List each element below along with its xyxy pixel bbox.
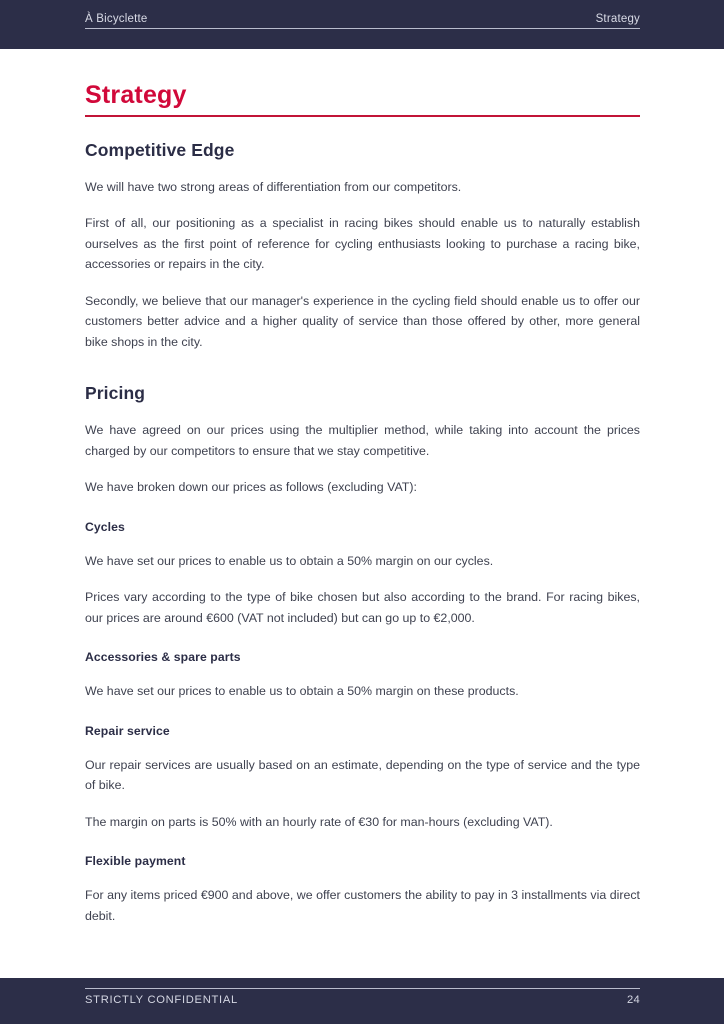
section-heading-pricing: Pricing	[85, 383, 146, 404]
document-content	[85, 49, 640, 926]
page-title: Strategy	[85, 81, 187, 109]
paragraph: We have agreed on our prices using the multiplier method, while taking into account the prices charged by our competitors to ensure that we stay competitive.	[85, 423, 640, 458]
sub-heading-accessories-spare-parts: Accessories & spare parts	[85, 650, 241, 665]
header-content	[85, 12, 640, 29]
paragraph: Secondly, we believe that our manager's experience in the cycling field should enable us to offer our customers better advice and a higher quality of service than those offered by other, more general bike shops in the city.	[85, 293, 640, 349]
paragraph: For any items priced €900 and above, we offer customers the ability to pay in 3 installments via direct debit.	[85, 888, 640, 923]
paragraph: The margin on parts is 50% with an hourly rate of €30 for man-hours (excluding VAT).	[85, 814, 553, 829]
paragraph: First of all, our positioning as a specialist in racing bikes should enable us to naturally establish ourselves as the first point of reference for cycling enthusiasts looking to purchase a racing bike, accessories or repairs in the city.	[85, 216, 640, 272]
sub-heading-flexible-payment: Flexible payment	[85, 854, 186, 869]
title-underline-rule	[85, 115, 640, 117]
footer-confidentiality-label: STRICTLY CONFIDENTIAL	[85, 994, 238, 1006]
sub-heading-cycles: Cycles	[85, 519, 125, 534]
header-company-name: À Bicyclette	[85, 13, 148, 25]
sub-heading-repair-service: Repair service	[85, 723, 170, 738]
paragraph: Our repair services are usually based on an estimate, depending on the type of service and the type of bike.	[85, 757, 640, 793]
paragraph: We have set our prices to enable us to obtain a 50% margin on our cycles.	[85, 553, 494, 568]
paragraph: Prices vary according to the type of bike chosen but also according to the brand. For racing bikes, our prices are around €600 (VAT not included) but can go up to €2,000.	[85, 590, 640, 625]
paragraph: We have broken down our prices as follows (excluding VAT):	[85, 480, 417, 495]
section-heading-competitive-edge: Competitive Edge	[85, 139, 235, 160]
footer-page-number: 24	[626, 994, 640, 1006]
header-chapter-name: Strategy	[595, 13, 640, 25]
page-footer	[0, 978, 724, 1024]
paragraph: We will have two strong areas of differentiation from our competitors.	[85, 179, 462, 194]
footer-content	[85, 988, 640, 1007]
paragraph: We have set our prices to enable us to obtain a 50% margin on these products.	[85, 684, 519, 699]
page-header	[0, 0, 724, 49]
